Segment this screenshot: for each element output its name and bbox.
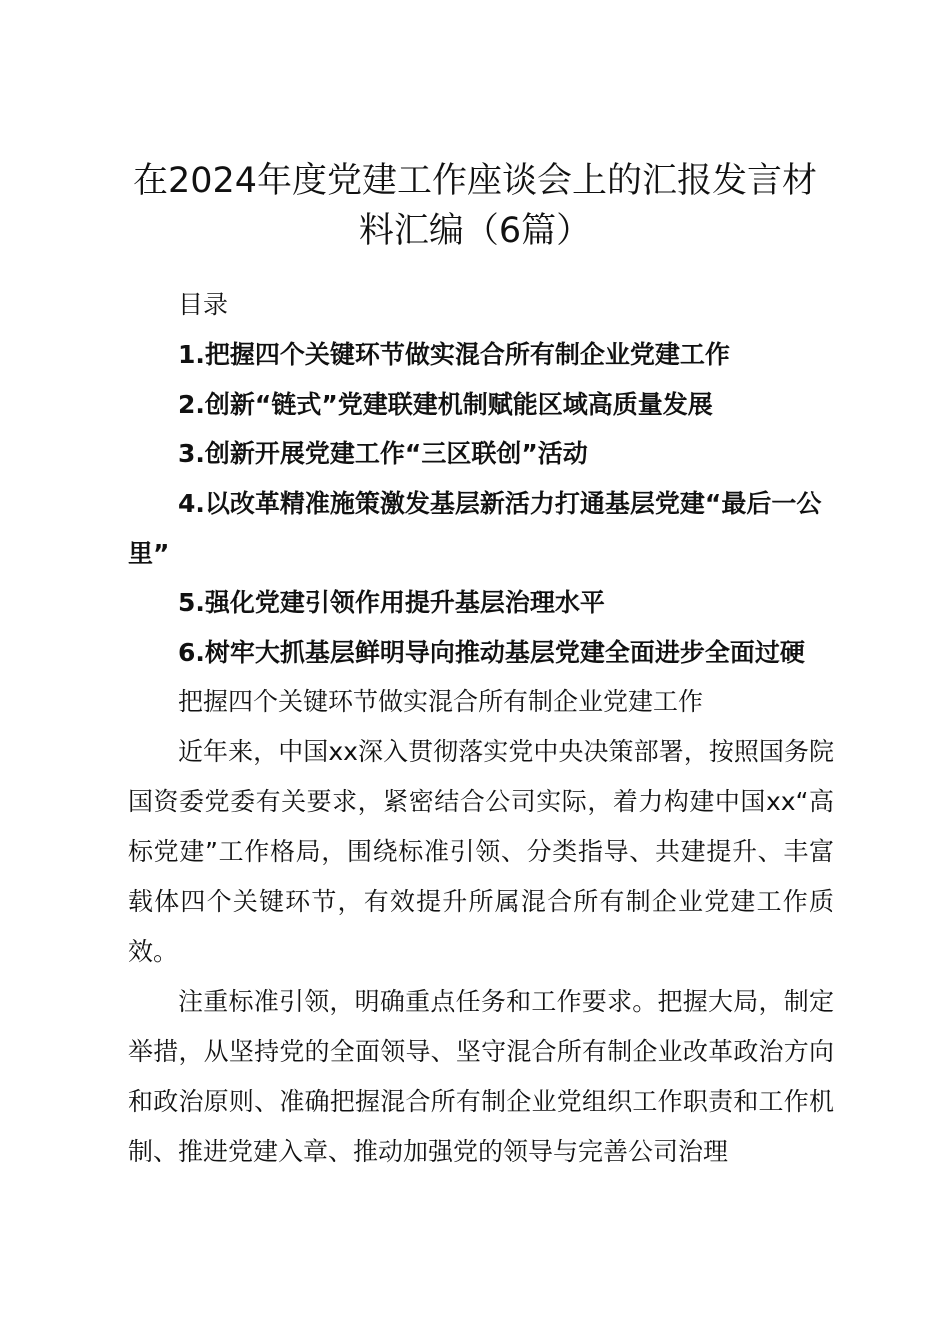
paragraph-1: 近年来，中国xx深入贯彻落实党中央决策部署，按照国务院国资委党委有关要求，紧密结合公司实际，着力构建中国xx“高标党建”工作格局，围绕标准引领、分类指导、共建提升、丰富载体四个关键环节，有效提升所属混合所有制企业党建工作质效。 (128, 737, 834, 966)
toc-item-4: 4.以改革精准施策激发基层新活力打通基层党建“最后一公里” (128, 489, 822, 568)
toc-item-1: 1.把握四个关键环节做实混合所有制企业党建工作 (178, 340, 730, 369)
toc-item-3: 3.创新开展党建工作“三区联创”活动 (178, 439, 588, 468)
document-title: 在2024年度党建工作座谈会上的汇报发言材料汇编（6篇） (132, 161, 818, 251)
toc-item-5: 5.强化党建引领作用提升基层治理水平 (178, 588, 605, 617)
toc-item-2: 2.创新“链式”党建联建机制赋能区域高质量发展 (178, 390, 713, 419)
paragraph-2: 注重标准引领，明确重点任务和工作要求。把握大局，制定举措，从坚持党的全面领导、坚守混合所有制企业改革政治方向和政治原则、准确把握混合所有制企业党组织工作职责和工作机制、推进党建入章、推动加强党的领导与完善公司治理 (128, 987, 834, 1166)
toc-item-6: 6.树牢大抓基层鲜明导向推动基层党建全面进步全面过硬 (178, 638, 805, 667)
toc-label: 目录 (178, 290, 229, 319)
section-heading: 把握四个关键环节做实混合所有制企业党建工作 (178, 687, 704, 716)
